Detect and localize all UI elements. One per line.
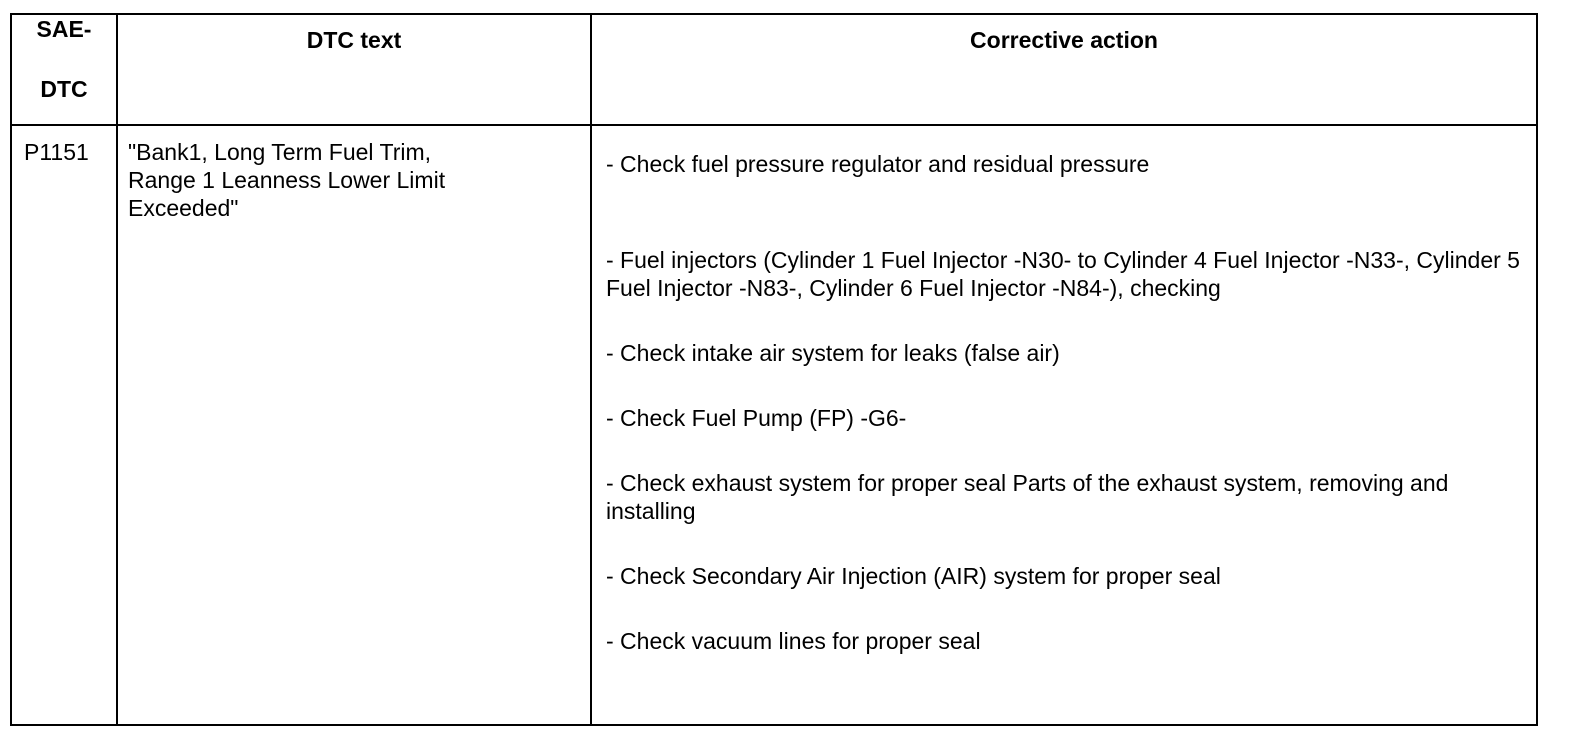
action-item: - Check Secondary Air Injection (AIR) system for proper seal: [606, 563, 1221, 589]
table-row: [11, 125, 1537, 725]
header-corrective-action: Corrective action: [591, 14, 1537, 125]
header-dtc-text: DTC text: [117, 14, 591, 125]
dtc-text-cell: "Bank1, Long Term Fuel Trim, Range 1 Leanness Lower Limit Exceeded": [117, 125, 591, 725]
dtc-table: [10, 13, 1538, 726]
action-item: - Check fuel pressure regulator and residual pressure: [606, 151, 1150, 177]
header-sae-dtc: [11, 14, 117, 125]
corrective-action-cell: [591, 125, 1537, 725]
action-item: - Check exhaust system for proper seal Parts of the exhaust system, removing and installing: [606, 470, 1449, 524]
dtc-code-cell: P1151: [11, 125, 117, 725]
table-header-row: [11, 14, 1537, 125]
header-sae-dtc-line1: SAE-: [36, 16, 92, 42]
action-item: - Check intake air system for leaks (false air): [606, 340, 1060, 366]
action-item: - Check vacuum lines for proper seal: [606, 628, 981, 654]
action-item: - Fuel injectors (Cylinder 1 Fuel Injector -N30- to Cylinder 4 Fuel Injector -N33-, Cylinder 5 Fuel Injector -N83-, Cylinder 6 Fuel Injector -N84-), checking: [606, 247, 1520, 301]
header-sae-dtc-line2: DTC: [40, 76, 88, 102]
action-item: - Check Fuel Pump (FP) -G6-: [606, 405, 907, 431]
